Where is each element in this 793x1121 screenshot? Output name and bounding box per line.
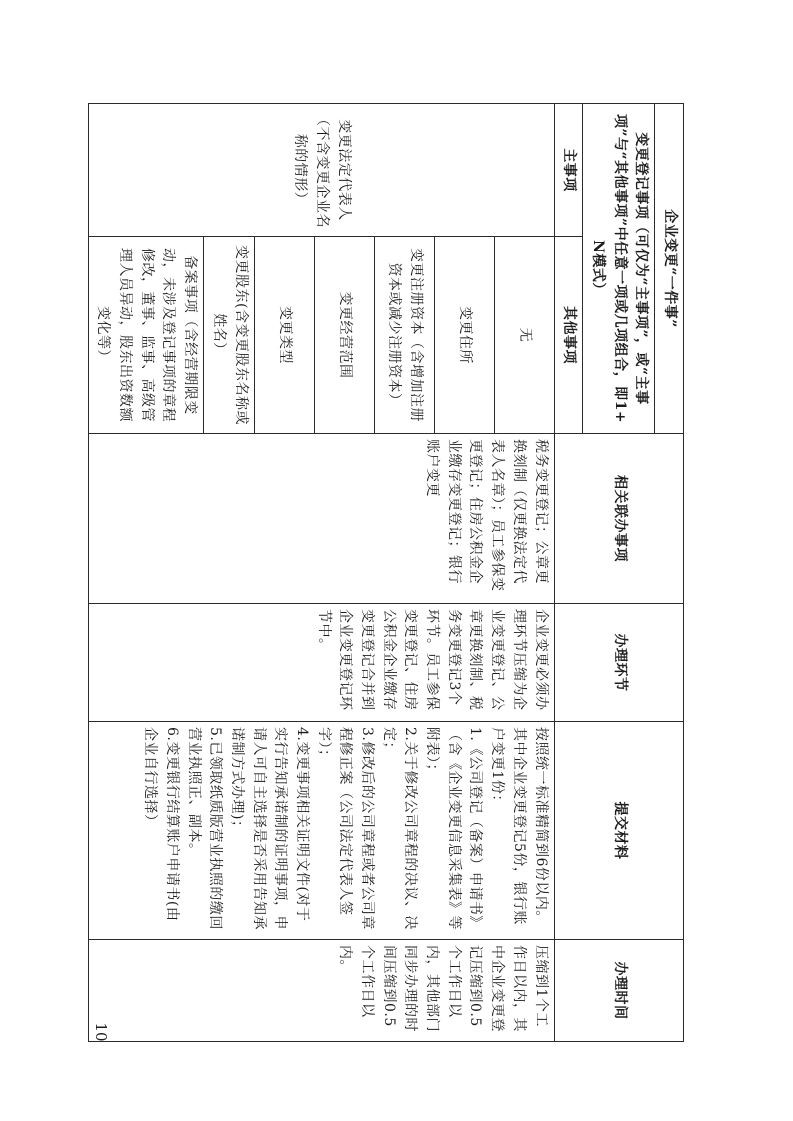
other-item: 变更类型 xyxy=(254,237,314,434)
material-item: 3.修改后的公司章程或者公司章程修正案（公司法定代表人签字）； xyxy=(315,727,376,930)
material-item: 按照统一标准精简到6份以内。其中企业变更登记5份，银行账户变更1份： xyxy=(489,727,549,925)
other-item: 无 xyxy=(494,237,554,434)
page-number: 10 xyxy=(92,1022,110,1042)
material-item: 2.关于修改公司章程的决议、决定； xyxy=(380,727,419,930)
time-cell: 压缩到1个工作日以内，其中企业变更登记压缩到0.5个工作日以内，其他部门同步办理的时间压缩到0.5个工作日以内。 xyxy=(88,940,554,1042)
other-item: 备案事项（含经营期限变动，未涉及登记事项的章程修改，董事、监事、高级管理人员异动，股东出资数额变化等） xyxy=(88,237,203,434)
other-item: 变更注册资本（含增加注册资本或减少注册资本） xyxy=(374,237,434,434)
header-other: 其他事项 xyxy=(554,237,583,434)
table-title: 企业变更“一件事” xyxy=(655,104,684,434)
header-related: 相关联办事项 xyxy=(554,434,683,604)
header-time: 办理时间 xyxy=(554,940,683,1042)
material-item: 6.变更银行结算账户申请书(由企业自行选择） xyxy=(142,727,180,922)
related-cell: 税务变更登记；公章更换刻制（仅更换法定代表人名章）；员工参保变更登记；住房公积金企业缴存变更登记；银行账户变更 xyxy=(88,434,554,604)
material-item: 4.变更事项相关证明文件(对于实行告知承诺制的证明事项，申请人可自主选择是否采用告知承诺制方式办理)； xyxy=(228,727,310,931)
steps-cell: 企业变更必须办理环节压缩为企业变更登记、公章更换刻制、税务变更登记3个环节。员工参保变更登记、住房公积金企业缴存变更登记合并到企业变更登记环节中。 xyxy=(88,604,554,722)
other-item: 变更股东(含变更股东名称或姓名） xyxy=(204,237,254,434)
material-item: 5.已领取纸质版营业执照的缴回营业执照正、副本。 xyxy=(185,727,224,930)
change-registration-table xyxy=(88,103,684,1042)
materials-cell xyxy=(88,722,554,940)
header-steps: 办理环节 xyxy=(554,604,683,722)
header-main: 主事项 xyxy=(554,104,583,237)
other-item: 变更住所 xyxy=(434,237,494,434)
header-materials: 提交材料 xyxy=(554,722,683,940)
header-scope: 变更登记事项（可仅为“主事项”，或“主事项”与“其他事项”中任意一项或几项组合，即1+N模式） xyxy=(583,104,655,434)
main-item-cell: 变更法定代表人（不含变更企业名称的情形） xyxy=(88,104,554,237)
other-item: 变更经营范围 xyxy=(314,237,374,434)
material-item: 1.《公司登记（备案）申请书》（含《企业变更信息采集表》等附表）； xyxy=(424,727,484,931)
